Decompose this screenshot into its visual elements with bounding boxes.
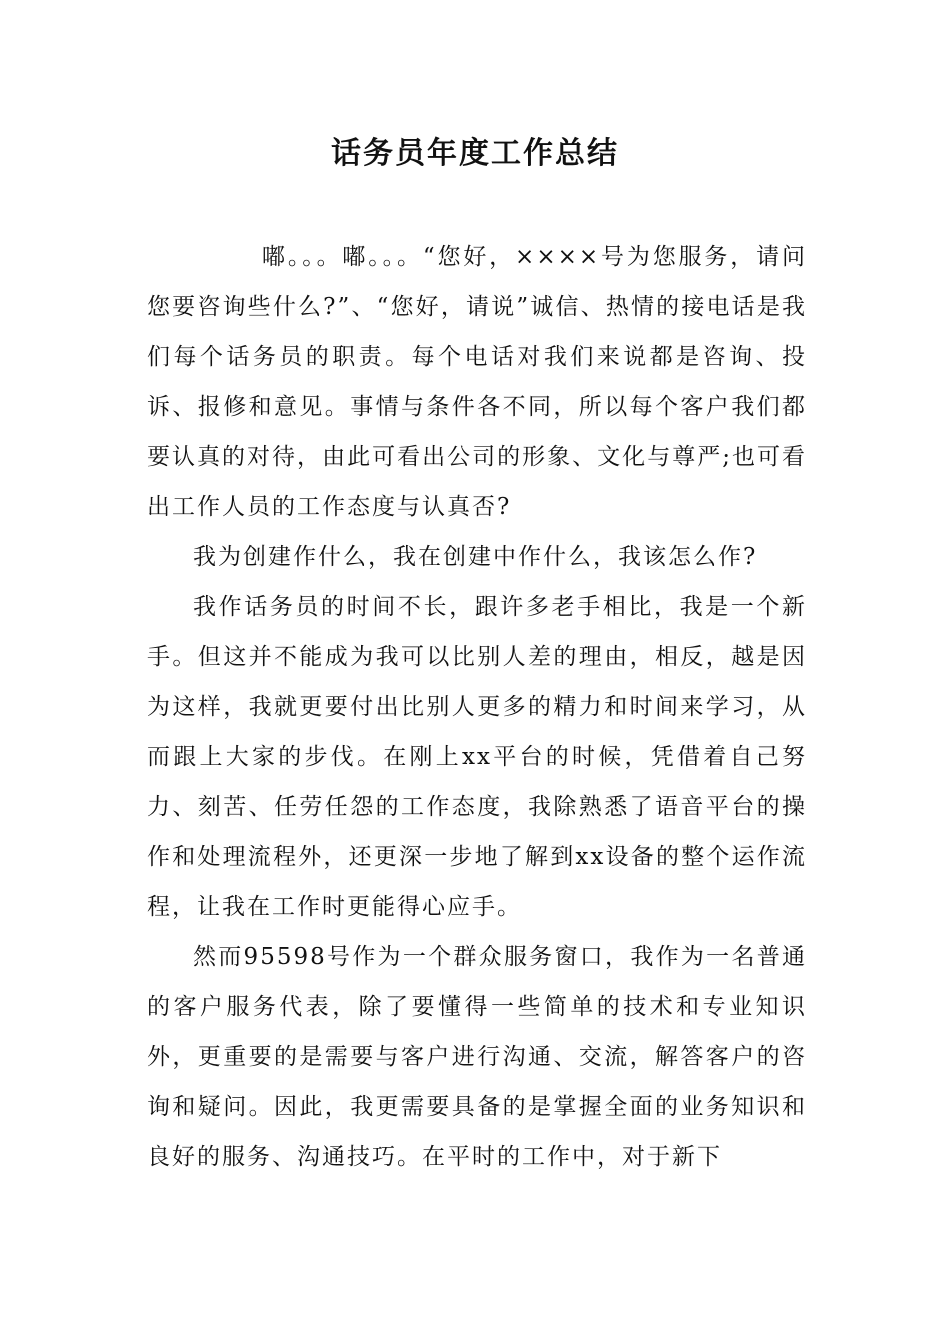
paragraph-newcomer: 我作话务员的时间不长，跟许多老手相比，我是一个新手。但这并不能成为我可以比别人差的理由，相反，越是因为这样，我就更要付出比别人更多的精力和时间来学习，从而跟上大家的步伐。在刚上xx平台的时候，凭借着自己努力、刻苦、任劳任怨的工作态度，我除熟悉了语音平台的操作和处理流程外，还更深一步地了解到xx设备的整个运作流程，让我在工作时更能得心应手。	[147, 594, 807, 920]
document-body	[147, 232, 807, 1182]
document-title: 话务员年度工作总结	[331, 136, 619, 171]
paragraph-question: 我为创建作什么，我在创建中作什么，我该怎么作?	[193, 544, 758, 570]
paragraph-intro: 嘟。。。嘟。。。“您好，××××号为您服务，请问您要咨询些什么?”、“您好，请说”诚信、热情的接电话是我们每个话务员的职责。每个电话对我们来说都是咨询、投诉、报修和意见。事情与条件各不同，所以每个客户我们都要认真的对待，由此可看出公司的形象、文化与尊严;也可看出工作人员的工作态度与认真否?	[147, 244, 807, 520]
paragraph-service-window: 然而95598号作为一个群众服务窗口，我作为一名普通的客户服务代表，除了要懂得一些简单的技术和专业知识外，更重要的是需要与客户进行沟通、交流，解答客户的咨询和疑问。因此，我更需要具备的是掌握全面的业务知识和良好的服务、沟通技巧。在平时的工作中，对于新下	[147, 944, 807, 1170]
